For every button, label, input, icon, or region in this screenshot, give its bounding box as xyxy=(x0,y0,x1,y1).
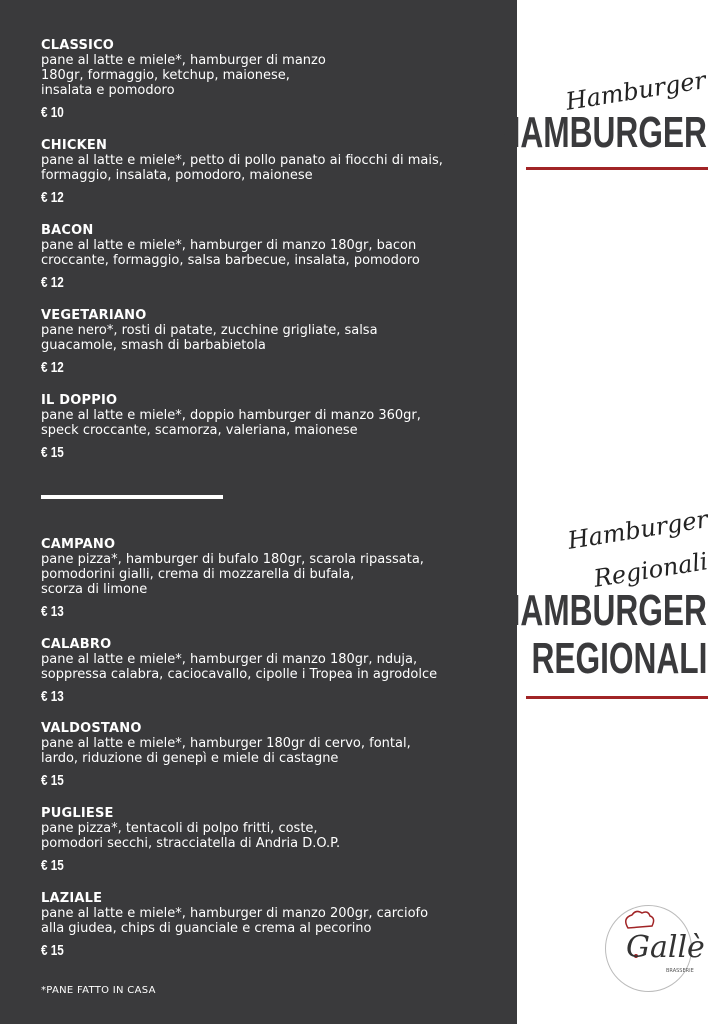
section-heading-line1: HAMBURGER xyxy=(497,586,707,635)
item-desc-line: pane al latte e miele*, hamburger di manzo xyxy=(41,53,326,68)
section-heading-line2: REGIONALI xyxy=(530,634,707,683)
item-desc-line: formaggio, insalata, pomodoro, maionese xyxy=(41,168,313,183)
menu-item-il-doppio xyxy=(41,393,501,461)
item-desc-line: croccante, formaggio, salsa barbecue, insalata, pomodoro xyxy=(41,253,420,268)
item-name: LAZIALE xyxy=(41,891,103,906)
item-desc-line: pane al latte e miele*, hamburger 180gr di cervo, fontal, xyxy=(41,736,411,751)
heading-underline xyxy=(526,167,708,170)
logo-subtitle: BRASSERIE xyxy=(666,968,694,974)
item-price: € 13 xyxy=(41,688,64,705)
logo-wordmark: Gallè xyxy=(626,930,705,965)
item-desc-line: pane pizza*, hamburger di bufalo 180gr, scarola ripassata, xyxy=(41,552,424,567)
item-desc-line: pomodori secchi, stracciatella di Andria D.O.P. xyxy=(41,836,341,851)
item-desc-line: pane al latte e miele*, hamburger di manzo 200gr, carciofo xyxy=(41,906,429,921)
item-name: CALABRO xyxy=(41,637,112,652)
item-desc-line: pomodorini gialli, crema di mozzarella di bufala, xyxy=(41,567,355,582)
menu-item-valdostano xyxy=(41,721,501,789)
item-desc-line: scorza di limone xyxy=(41,582,148,597)
item-price: € 13 xyxy=(41,603,64,620)
item-desc-line: lardo, riduzione di genepì e miele di castagne xyxy=(41,751,339,766)
footnote: *PANE FATTO IN CASA xyxy=(41,985,156,996)
item-name: CAMPANO xyxy=(41,537,116,552)
item-price: € 15 xyxy=(41,772,64,789)
item-desc-line: pane nero*, rosti di patate, zucchine grigliate, salsa xyxy=(41,323,378,338)
item-price: € 12 xyxy=(41,189,64,206)
item-desc-line: soppressa calabra, caciocavallo, cipolle i Tropea in agrodolce xyxy=(41,667,438,682)
menu-item-chicken xyxy=(41,138,501,206)
item-name: IL DOPPIO xyxy=(41,393,118,408)
item-name: CHICKEN xyxy=(41,138,108,153)
item-desc-line: alla giudea, chips di guanciale e crema al pecorino xyxy=(41,921,372,936)
item-price: € 15 xyxy=(41,942,64,959)
item-desc-line: pane al latte e miele*, hamburger di manzo 180gr, nduja, xyxy=(41,652,418,667)
item-desc-line: pane al latte e miele*, doppio hamburger di manzo 360gr, xyxy=(41,408,421,423)
item-desc-line: pane al latte e miele*, petto di pollo panato ai fiocchi di mais, xyxy=(41,153,443,168)
section-divider xyxy=(41,495,223,499)
heading-underline xyxy=(526,696,708,699)
item-desc-line: pane al latte e miele*, hamburger di manzo 180gr, bacon xyxy=(41,238,417,253)
item-name: VEGETARIANO xyxy=(41,308,147,323)
item-name: BACON xyxy=(41,223,94,238)
item-price: € 15 xyxy=(41,857,64,874)
item-price: € 12 xyxy=(41,274,64,291)
menu-item-campano xyxy=(41,537,501,620)
item-desc-line: guacamole, smash di barbabietola xyxy=(41,338,266,353)
item-name: PUGLIESE xyxy=(41,806,114,821)
item-price: € 12 xyxy=(41,359,64,376)
menu-item-classico xyxy=(41,38,501,121)
script-title-hamburger: Hamburger xyxy=(563,66,708,116)
script-title-line2: Regionali xyxy=(591,547,710,593)
item-price: € 15 xyxy=(41,444,64,461)
menu-item-bacon xyxy=(41,223,501,291)
item-desc-line: insalata e pomodoro xyxy=(41,83,175,98)
restaurant-logo xyxy=(605,905,705,992)
item-desc-line: speck croccante, scamorza, valeriana, maionese xyxy=(41,423,358,438)
item-name: CLASSICO xyxy=(41,38,115,53)
menu-item-pugliese xyxy=(41,806,501,874)
menu-item-calabro xyxy=(41,637,501,705)
item-desc-line: pane pizza*, tentacoli di polpo fritti, coste, xyxy=(41,821,318,836)
section-heading-hamburger: HAMBURGER xyxy=(497,108,707,157)
menu-item-laziale xyxy=(41,891,501,959)
menu-item-vegetariano xyxy=(41,308,501,376)
item-price: € 10 xyxy=(41,104,64,121)
script-title-line1: Hamburger xyxy=(565,505,710,555)
item-desc-line: 180gr, formaggio, ketchup, maionese, xyxy=(41,68,290,83)
item-name: VALDOSTANO xyxy=(41,721,142,736)
